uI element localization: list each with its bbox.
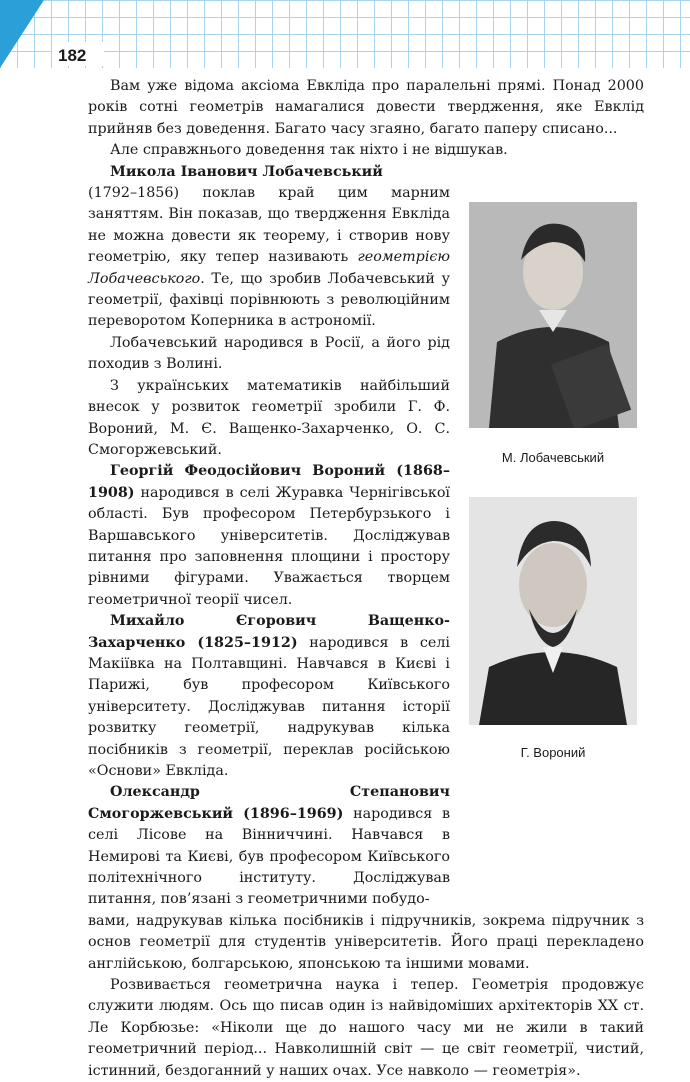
smogorzhevsky-name: Олександр Степанович Смогоржевський (1896–1969)	[88, 784, 450, 822]
lobachevsky-birth: Лобачевський народився в Росії, а його рід походив з Волині.	[88, 334, 450, 373]
intro-paragraph: Вам уже відома аксіома Евкліда про паралельні прямі. Понад 2000 років сотні геометрів намагалися довести твердження, яке Евклід прийняв без доведення. Багато часу згаяно, багато паперу списано...	[88, 78, 644, 137]
closing-paragraph: Розвивається геометрична наука і тепер. Геометрія продовжує служити людям. Ось що писав один із найвідоміших архітекторів XX ст. Ле Корбюзье: «Ніколи ще до нашого часу ми не жили в такий геометричний період... Навколишній світ — це світ геометрії, чистий, істинний, бездоганний у наших очах. Усе навколо — геометрія».	[88, 977, 644, 1079]
page-number: 182	[58, 46, 87, 65]
smogorzhevsky-paragraph-cont: вами, надрукував кілька посібників і підручників, зокрема підручник з основ геометрії для студентів університетів. Його праці перекладено англійською, болгарською, японською та іншими мовами.	[88, 912, 644, 972]
lobachevsky-caption: М. Лобачевський	[501, 450, 605, 465]
smogorzhevsky-text: народився в селі Лісове на Вінниччині. Навчався в Немирові та Києві, був професором Київського політехнічного інституту. Досліджував питання, пов’язані з геометричними побудо	[88, 805, 451, 908]
vashchenko-text: народився в селі Макіївка на Полтавщині. Навчався в Києві і Парижі, був професором Київського університету. Досліджував питання історії розвитку геометрії, надрукував кілька посібників з геометрії, переклав російською «Основи» Евкліда.	[88, 634, 450, 779]
intro-paragraph-2: Але справжнього доведення так ніхто і не відшукав.	[110, 142, 508, 159]
voronyi-caption: Г. Вороний	[520, 745, 586, 760]
lobachevsky-paragraph	[88, 162, 450, 333]
voronyi-text: народився в селі Журавка Чернігівської області. Був професором Петербурзького і Варшавського університетів. Досліджував питання про заповнення площини і простору рівними фігурами. Уважається творцем геометричної теорії чисел.	[88, 484, 450, 608]
corner-triangle-decoration	[0, 0, 44, 68]
lobachevsky-text: (1792–1856) поклав край цим марним заняттям. Він показав, що твердження Евкліда не можна довести як теорему, і створив нову геометрію, яку тепер називають	[88, 185, 450, 266]
voronyi-paragraph	[88, 461, 450, 611]
vashchenko-paragraph	[88, 611, 450, 782]
voronyi-name: Георгій Феодосійович Вороний (1868–1908)	[88, 463, 450, 501]
smogorzhevsky-paragraph: Олександр Степанович Смогоржевський (1896–1969) народився в селі Лісове на Вінниччині. Навчався в Немирові та Києві, був професором Київського політехнічного інституту. Досліджував питання, пов’язані з геометричними побудо-	[88, 784, 451, 908]
lobachevsky-term: геометрією Лобачевського	[88, 249, 450, 287]
lobachevsky-text-2: . Те, що зробив Лобачевський у геометрії, фахівці порівнюють з революційним переворотом Коперника в астрономії.	[88, 270, 450, 330]
ukrainians-paragraph: З українських математиків найбільший внесок у розвиток геометрії зробили Г. Ф. Вороний, М. Є. Ващенко-Захарченко, О. С. Смогоржевський.	[88, 377, 450, 458]
vashchenko-name: Михайло Єгорович Ващенко-Захарченко (1825–1912)	[88, 613, 450, 651]
main-text	[88, 76, 644, 1082]
lobachevsky-name: Микола Іванович Лобачевський	[110, 163, 383, 180]
